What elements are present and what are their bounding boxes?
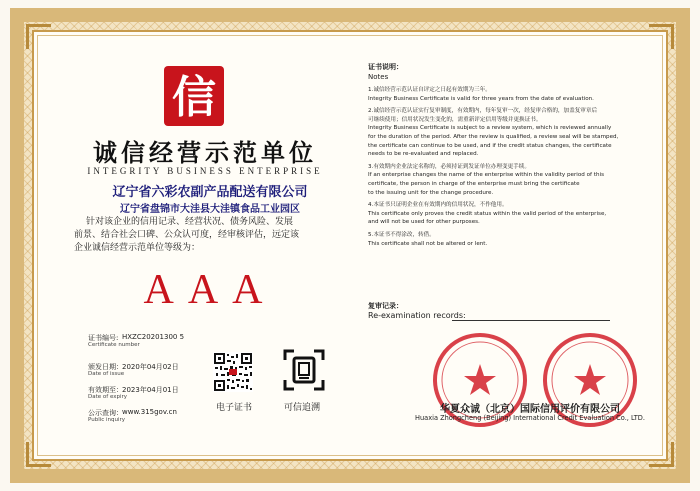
inquiry-url[interactable]: www.315gov.cn — [122, 408, 177, 416]
logo-glyph: 信 — [172, 72, 216, 123]
cert-number-label-en: Certificate number — [88, 342, 140, 348]
note-line: for the duration of the period. After the review is qualified, a review seal will be stamped, — [368, 133, 619, 140]
note-line: 5.本证书不得涂改，转借。 — [368, 231, 435, 238]
certificate-subtitle: INTEGRITY BUSINESS ENTERPRISE — [87, 166, 323, 176]
issue-date-label-en: Date of issue — [88, 371, 125, 377]
note-line: If an enterprise changes the name of the enterprise within the validity period of this — [368, 172, 604, 179]
trace-caption: 可信追溯 — [284, 403, 321, 413]
integrity-seal-icon — [158, 62, 230, 130]
note-line: the certificate can continue to be used, and if the credit status changes, the certificate — [368, 142, 612, 149]
notes-section — [368, 62, 658, 248]
notes-list — [368, 86, 658, 248]
issue-date: 2020年04月02日 — [122, 363, 179, 371]
inquiry-label: 公示查询： — [88, 409, 123, 417]
body-text-line: 针对该企业的信用记录、经营状况、债务风险、发展 — [86, 217, 294, 227]
note-line: 可继续使用；信用状况发生变化的，需重新评定信用等级并更换证书。 — [368, 116, 542, 123]
recheck-label-en: Re-examination records: — [368, 311, 466, 320]
note-line: needs to be re-evaluated and replaced. — [368, 151, 479, 158]
notes-heading-en: Notes — [368, 73, 389, 81]
note-line: 4.本证书只证明企业在有效期内的信用状况，不作他用。 — [368, 202, 508, 209]
issuer-name-en: Huaxia Zhongcheng (Beijing) International Credit Evaluation Co., LTD. — [415, 414, 645, 422]
traceability-icon[interactable] — [283, 349, 325, 391]
certificate-title: 诚信经营示范单位 — [93, 138, 317, 167]
note-line: 1.诚信经营示范认证自评定之日起有效期为三年。 — [368, 87, 491, 93]
inquiry-label-en: Public inquiry — [88, 417, 126, 423]
company-address: 辽宁省盘锦市大洼县大洼镇食品工业园区 — [120, 204, 300, 215]
recheck-label-cn: 复审记录： — [368, 302, 403, 310]
issue-date-label: 颁发日期： — [88, 363, 123, 371]
cert-number: HXZC20201300 5 — [122, 333, 185, 341]
expiry-date-label: 有效期至： — [88, 386, 123, 394]
expiry-date: 2023年04月01日 — [122, 386, 179, 394]
issuer-name: 华夏众诚（北京）国际信用评价有限公司 — [440, 404, 620, 415]
qr-code-icon[interactable] — [213, 352, 253, 392]
cert-number-label: 证书编号: — [88, 334, 119, 342]
rating-grade: AAA — [143, 267, 277, 313]
body-text-line: 企业诚信经营示范单位等级为： — [74, 243, 201, 253]
note-line: 3.有效期内企业法定名称的，必须持证到发证单位办理变更手续。 — [368, 163, 530, 170]
note-line: certificate, the person in charge of the enterprise must bring the certificate — [368, 180, 580, 187]
note-line: This certificate only proves the credit status within the valid period of the enterprise, — [368, 210, 607, 217]
qr-caption: 电子证书 — [216, 403, 253, 413]
expiry-date-label-en: Date of expiry — [88, 394, 128, 400]
notes-heading-cn: 证书说明： — [368, 63, 403, 71]
recheck-signature-line — [452, 320, 610, 321]
note-line: 2.诚信经营示范认证实行复审制度，有效期内，每年复审一次，经复审合格的，加盖复审章后 — [368, 108, 598, 115]
note-line: and will not be used for other purposes. — [368, 219, 480, 226]
note-line: to the issuing unit for the change procedure. — [368, 189, 494, 196]
body-text-line: 前景、结合社会口碑、公众认可度，经审核评估，远定该 — [74, 230, 300, 240]
note-line: Integrity Business Certificate is subject to a review system, which is reviewed annually — [368, 125, 612, 132]
note-line: This certificate shall not be altered or lent. — [368, 240, 488, 247]
note-line: Integrity Business Certificate is valid for three years from the date of evaluation. — [368, 95, 594, 102]
company-name: 辽宁省六彩农副产品配送有限公司 — [112, 185, 308, 200]
